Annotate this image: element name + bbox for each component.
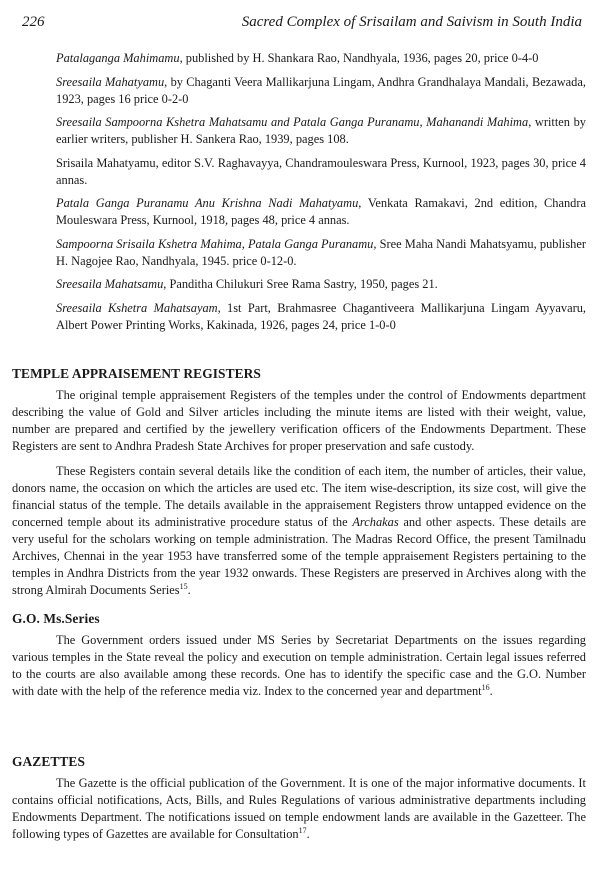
reference-title: Sreesaila Sampoorna Kshetra Mahatsamu and Patala Ganga Puranamu, Mahanandi Mahima [56,115,529,129]
paragraph-end: . [187,583,191,597]
reference-details: , by Chaganti Veera Mallikarjuna Lingam, Andhra Grandhalaya Mandali, Bezawada, 1923, pages 16 price 0-2-0 [56,74,586,106]
reference-details: , Venkata Ramakavi, 2nd edition, Chandra Mouleswara Press, Kurnool, 1918, pages 48, price 4 annas. [56,196,586,227]
paragraph: The original temple appraisement Registers of the temples under the control of Endowments department describing the value of Gold and Silver articles including the minute items are listed with their weight, value, number are prepared and certified by the jewellery verification officers of the Endowments Department. These Registers are sent to Andhra Pradesh State Archives for proper preservation and safe custody. [12,388,586,453]
section-heading: G.O. Ms.Series [12,611,100,626]
paragraph-text: These Registers contain several details like the condition of each item, the number of articles, their value, donors name, the occasion on which the articles are used etc. The item wise-description, its size cost, will give the financial status of the temple. The details available in the appraisement Registers throw untapped evidence on the concerned temple about its administrative procedure status of the [12,464,586,529]
footnote-marker: 15 [179,581,188,591]
reference-details: , Sree Maha Nandi Mahatsyamu, publisher H. Nagojee Rao, Nandhyala, 1945. price 0-12-0. [56,236,586,268]
reference-item [56,300,586,334]
reference-item [56,74,586,108]
paragraph-end: . [489,684,493,698]
reference-item [56,236,586,270]
reference-details: , Panditha Chilukuri Sree Rama Sastry, 1950, pages 21. [163,277,438,291]
section-heading: TEMPLE APPRAISEMENT REGISTERS [12,366,261,381]
reference-details: , 1st Part, Brahmasree Chagantiveera Mallikarjuna Lingam Ayyavaru, Albert Power Printing Works, Kakinada, 1926, pages 24, price 1-0-0 [56,300,586,332]
page-number: 226 [22,14,45,30]
section-heading: GAZETTES [12,754,85,769]
reference-title: Patala Ganga Puranamu Anu Krishna Nadi Mahatyamu [56,196,359,210]
paragraph-text: and other aspects. These details are very useful for the scholars working on temple administration. The Madras Record Office, the present Tamilnadu Archives, Chennai in the year 1953 have transferred some of the temple appraisement Registers pertaining to the temples in Andhra Districts from the year 1932 onwards. These Registers are preserved in Archives along with the strong Almirah Documents Series [12,515,586,597]
reference-details: Srisaila Mahatyamu, editor S.V. Raghavayya, Chandramouleswara Press, Kurnool, 1923, pages 30, price 4 annas. [56,155,586,187]
paragraph-end: . [306,827,310,841]
reference-title: Sreesaila Mahatsamu [56,277,164,291]
emphasis-term: Archakas [352,515,399,529]
reference-item [56,50,586,67]
reference-details: , written by earlier writers, publisher H. Sankera Rao, 1939, pages 108. [56,115,587,146]
footnote-marker: 17 [298,825,307,835]
paragraph-text: The Gazette is the official publication of the Government. It is one of the major informative documents. It contains official notifications, Acts, Bills, and Rules Regulations of various administrative departments including Endowments Department. The notifications issued on temple endowment lands are available in the Gazetteer. The following types of Gazettes are available for Consultation [12,776,586,841]
reference-list [56,50,586,340]
reference-title: Patalaganga Mahimamu [56,51,180,65]
paragraph [12,775,586,843]
paragraph-text: The Government orders issued under MS Series by Secretariat Departments on the issues regarding various temples in the State reveal the policy and execution on temple administration. Certain legal issues referred to the courts are also available among these records. One has to identify the specific case and the G.O. Number with date with the help of the reference media viz. Index to the concerned year and department [12,633,586,698]
reference-item [56,276,586,293]
reference-item [56,114,586,148]
reference-details: , published by H. Shankara Rao, Nandhyala, 1936, pages 20, price 0-4-0 [179,51,539,65]
reference-title: Sampoorna Srisaila Kshetra Mahima, Patala Ganga Puranamu [56,236,374,251]
running-title: Sacred Complex of Srisailam and Saivism in South India [241,14,582,30]
reference-item [56,195,586,229]
paragraph [12,463,586,599]
reference-item [56,155,586,189]
paragraph [12,632,586,700]
section-temple-appraisement-registers [12,366,586,607]
reference-title: Sreesaila Mahatyamu [56,74,165,89]
footnote-marker: 16 [481,682,490,692]
running-head [22,14,582,36]
section-gazettes [12,754,586,851]
section-go-ms-series [12,611,586,708]
reference-title: Sreesaila Kshetra Mahatsayam [56,300,218,315]
